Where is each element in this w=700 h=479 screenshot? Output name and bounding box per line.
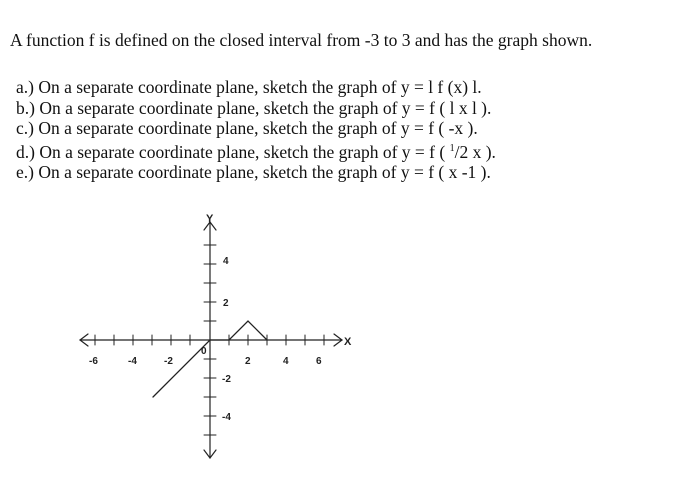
x-axis-label: X — [344, 336, 352, 348]
x-tick-label: -2 — [164, 356, 173, 367]
y-tick-label: 4 — [223, 256, 229, 267]
y-axis-label: Y — [206, 213, 214, 225]
x-tick-label: -4 — [128, 356, 137, 367]
y-tick-label: -4 — [222, 412, 231, 423]
problem-intro: A function f is defined on the closed interval from -3 to 3 and has the graph shown. — [10, 30, 593, 50]
instruction-d-superscript: 1 — [449, 142, 455, 154]
x-tick-label: 6 — [316, 356, 322, 367]
instruction-a: a.) On a separate coordinate plane, sketch the graph of y = l f (x) l. — [16, 77, 482, 97]
x-tick-label: 4 — [283, 356, 289, 367]
origin-label: 0 — [201, 346, 207, 357]
instruction-d-after: /2 x ). — [454, 141, 496, 162]
instruction-c: c.) On a separate coordinate plane, sketch the graph of y = f ( -x ). — [16, 118, 478, 138]
x-tick-label: 2 — [245, 356, 251, 367]
x-tick-label: -6 — [89, 356, 98, 367]
instruction-d-before: d.) On a separate coordinate plane, sketch the graph of y = f ( — [16, 141, 450, 162]
y-tick-label: -2 — [222, 374, 231, 385]
y-tick-label: 2 — [223, 298, 229, 309]
instruction-e: e.) On a separate coordinate plane, sketch the graph of y = f ( x -1 ). — [16, 161, 491, 182]
instruction-b: b.) On a separate coordinate plane, sketch the graph of y = f ( l x l ). — [16, 97, 492, 118]
